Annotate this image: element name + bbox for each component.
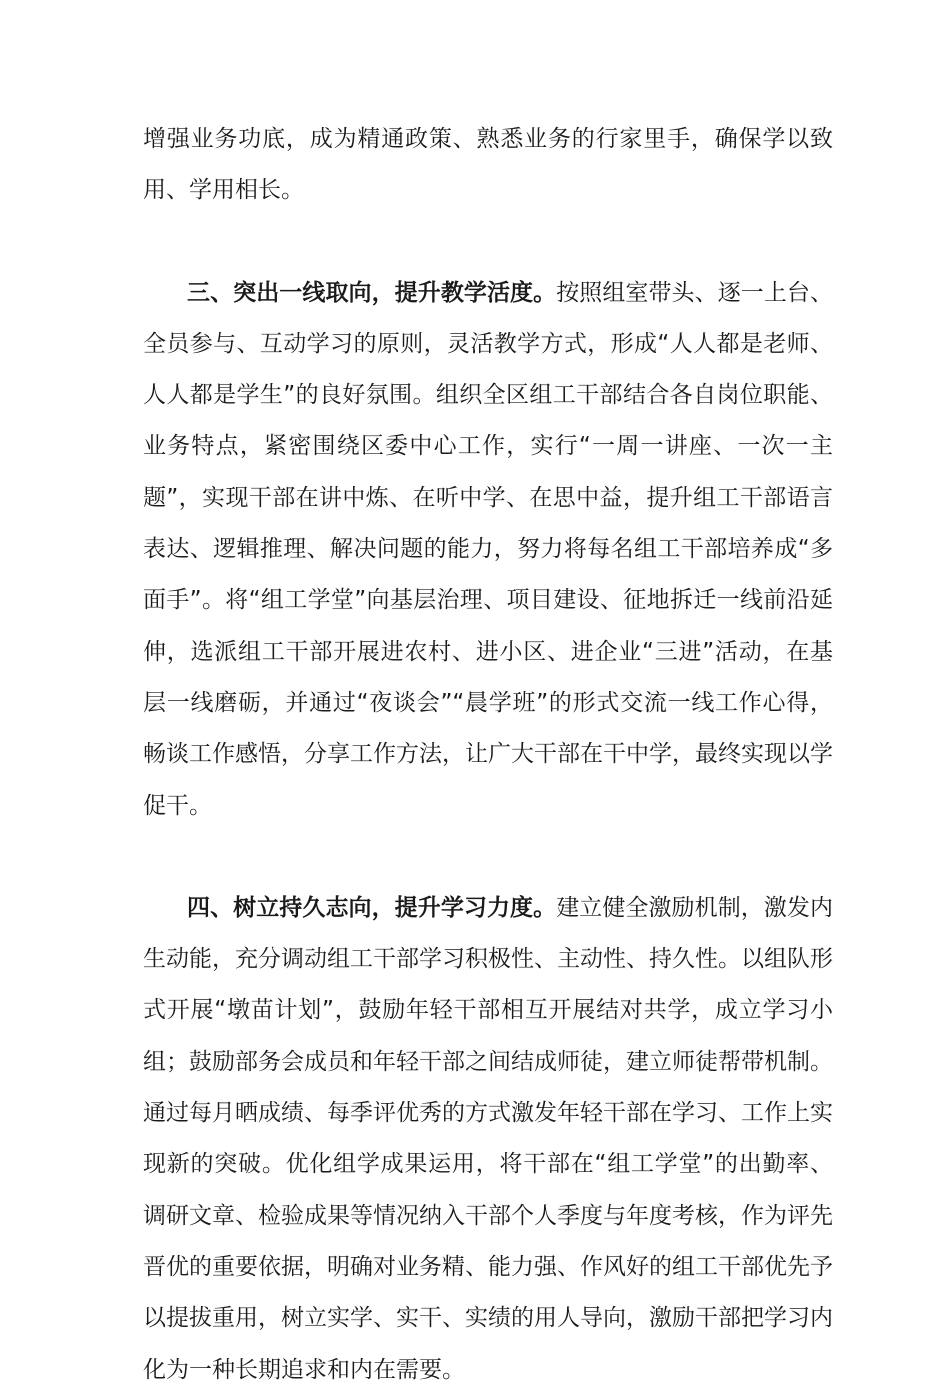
paragraph-text: 按照组室带头、逐一上台、全员参与、互动学习的原则，灵活教学方式，形成“人人都是老师、人人都是学生”的良好氛围。组织全区组工干部结合各自岗位职能、业务特点，紧密围绕区委中心工作，实行“一周一讲座、一次一主题”，实现干部在讲中炼、在听中学、在思中益，提升组工干部语言表达、逻辑推理、解决问题的能力，努力将每名组工干部培养成“多面手”。将“组工学堂”向基层治理、项目建设、征地拆迁一线前沿延伸，选派组工干部开展进农村、进小区、进企业“三进”活动，在基层一线磨砺，并通过“夜谈会”“晨学班”的形式交流一线工作心得，畅谈工作感悟，分享工作方法，让广大干部在干中学，最终实现以学促干。 bbox=[143, 279, 834, 819]
paragraph-section-three bbox=[143, 268, 833, 832]
section-heading: 三、突出一线取向，提升教学活度。 bbox=[187, 279, 557, 306]
paragraph-gap bbox=[143, 217, 833, 268]
document-body bbox=[143, 114, 833, 1396]
section-heading: 四、树立持久志向，提升学习力度。 bbox=[187, 894, 557, 921]
paragraph-section-four bbox=[143, 883, 833, 1396]
paragraph-gap bbox=[143, 832, 833, 883]
paragraph-continuation bbox=[143, 114, 833, 217]
paragraph-text: 建立健全激励机制，激发内生动能，充分调动组工干部学习积极性、主动性、持久性。以组队形式开展“墩苗计划”，鼓励年轻干部相互开展结对共学，成立学习小组；鼓励部务会成员和年轻干部之间结成师徒，建立师徒帮带机制。通过每月晒成绩、每季评优秀的方式激发年轻干部在学习、工作上实现新的突破。优化组学成果运用，将干部在“组工学堂”的出勤率、调研文章、检验成果等情况纳入干部个人季度与年度考核，作为评先晋优的重要依据，明确对业务精、能力强、作风好的组工干部优先予以提拔重用，树立实学、实干、实绩的用人导向，激励干部把学习内化为一种长期追求和内在需要。 bbox=[143, 894, 834, 1383]
paragraph-text: 增强业务功底，成为精通政策、熟悉业务的行家里手，确保学以致用、学用相长。 bbox=[143, 126, 833, 204]
